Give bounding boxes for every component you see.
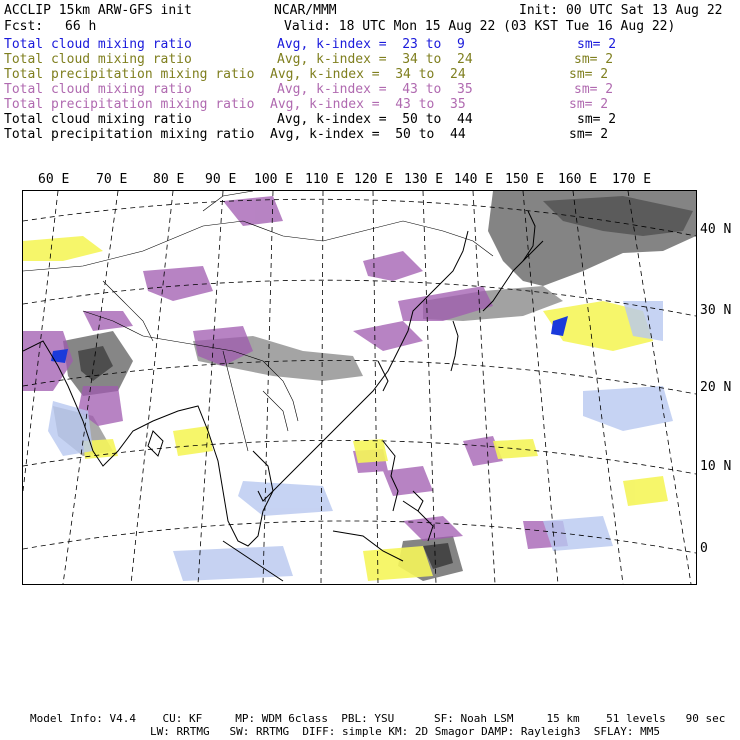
field-avg-1: Avg, k-index = 23 to 9	[277, 37, 465, 52]
model-info-line1: Model Info: V4.4 CU: KF MP: WDM 6class PBL: YSU SF: Noah LSM 15 km 51 levels 90 sec	[30, 712, 726, 725]
lon-label: 160 E	[558, 172, 598, 187]
lon-label: 140 E	[454, 172, 494, 187]
field-avg-6: Avg, k-index = 50 to 44	[277, 112, 473, 127]
lon-label: 60 E	[38, 172, 70, 187]
field-avg-7: Avg, k-index = 50 to 44	[270, 127, 466, 142]
lon-label: 80 E	[153, 172, 185, 187]
field-name-7: Total precipitation mixing ratio	[4, 127, 255, 142]
lat-label: 0	[700, 541, 708, 556]
field-avg-2: Avg, k-index = 34 to 24	[277, 52, 473, 67]
field-name-1: Total cloud mixing ratio	[4, 37, 192, 52]
map-panel	[22, 190, 697, 585]
lon-label: 150 E	[505, 172, 545, 187]
field-sm-2: sm= 2	[574, 52, 614, 67]
field-name-5: Total precipitation mixing ratio	[4, 97, 255, 112]
field-sm-1: sm= 2	[577, 37, 617, 52]
lat-label: 30 N	[700, 303, 732, 318]
model-info-line2: LW: RRTMG SW: RRTMG DIFF: simple KM: 2D Smagor DAMP: Rayleigh3 SFLAY: MM5	[150, 725, 660, 738]
fcst-label: Fcst:	[4, 19, 44, 34]
field-avg-5: Avg, k-index = 43 to 35	[270, 97, 466, 112]
lat-label: 40 N	[700, 222, 732, 237]
field-sm-6: sm= 2	[577, 112, 617, 127]
lon-label: 90 E	[205, 172, 237, 187]
fcst-value: 66 h	[65, 19, 97, 34]
field-avg-4: Avg, k-index = 43 to 35	[277, 82, 473, 97]
lon-label: 170 E	[612, 172, 652, 187]
field-name-3: Total precipitation mixing ratio	[4, 67, 255, 82]
lon-label: 70 E	[96, 172, 128, 187]
lon-label: 120 E	[354, 172, 394, 187]
field-avg-3: Avg, k-index = 34 to 24	[270, 67, 466, 82]
init-time: Init: 00 UTC Sat 13 Aug 22	[519, 3, 723, 18]
field-sm-4: sm= 2	[574, 82, 614, 97]
field-sm-5: sm= 2	[569, 97, 609, 112]
institution-label: NCAR/MMM	[274, 3, 337, 18]
lat-label: 10 N	[700, 459, 732, 474]
lon-label: 110 E	[305, 172, 345, 187]
field-name-6: Total cloud mixing ratio	[4, 112, 192, 127]
model-title: ACCLIP 15km ARW-GFS init	[4, 3, 192, 18]
lon-label: 100 E	[254, 172, 294, 187]
field-sm-3: sm= 2	[569, 67, 609, 82]
map-graphic	[23, 191, 696, 584]
lon-label: 130 E	[404, 172, 444, 187]
field-sm-7: sm= 2	[569, 127, 609, 142]
valid-time: Valid: 18 UTC Mon 15 Aug 22 (03 KST Tue 16 Aug 22)	[284, 19, 676, 34]
lat-label: 20 N	[700, 380, 732, 395]
field-name-4: Total cloud mixing ratio	[4, 82, 192, 97]
field-name-2: Total cloud mixing ratio	[4, 52, 192, 67]
